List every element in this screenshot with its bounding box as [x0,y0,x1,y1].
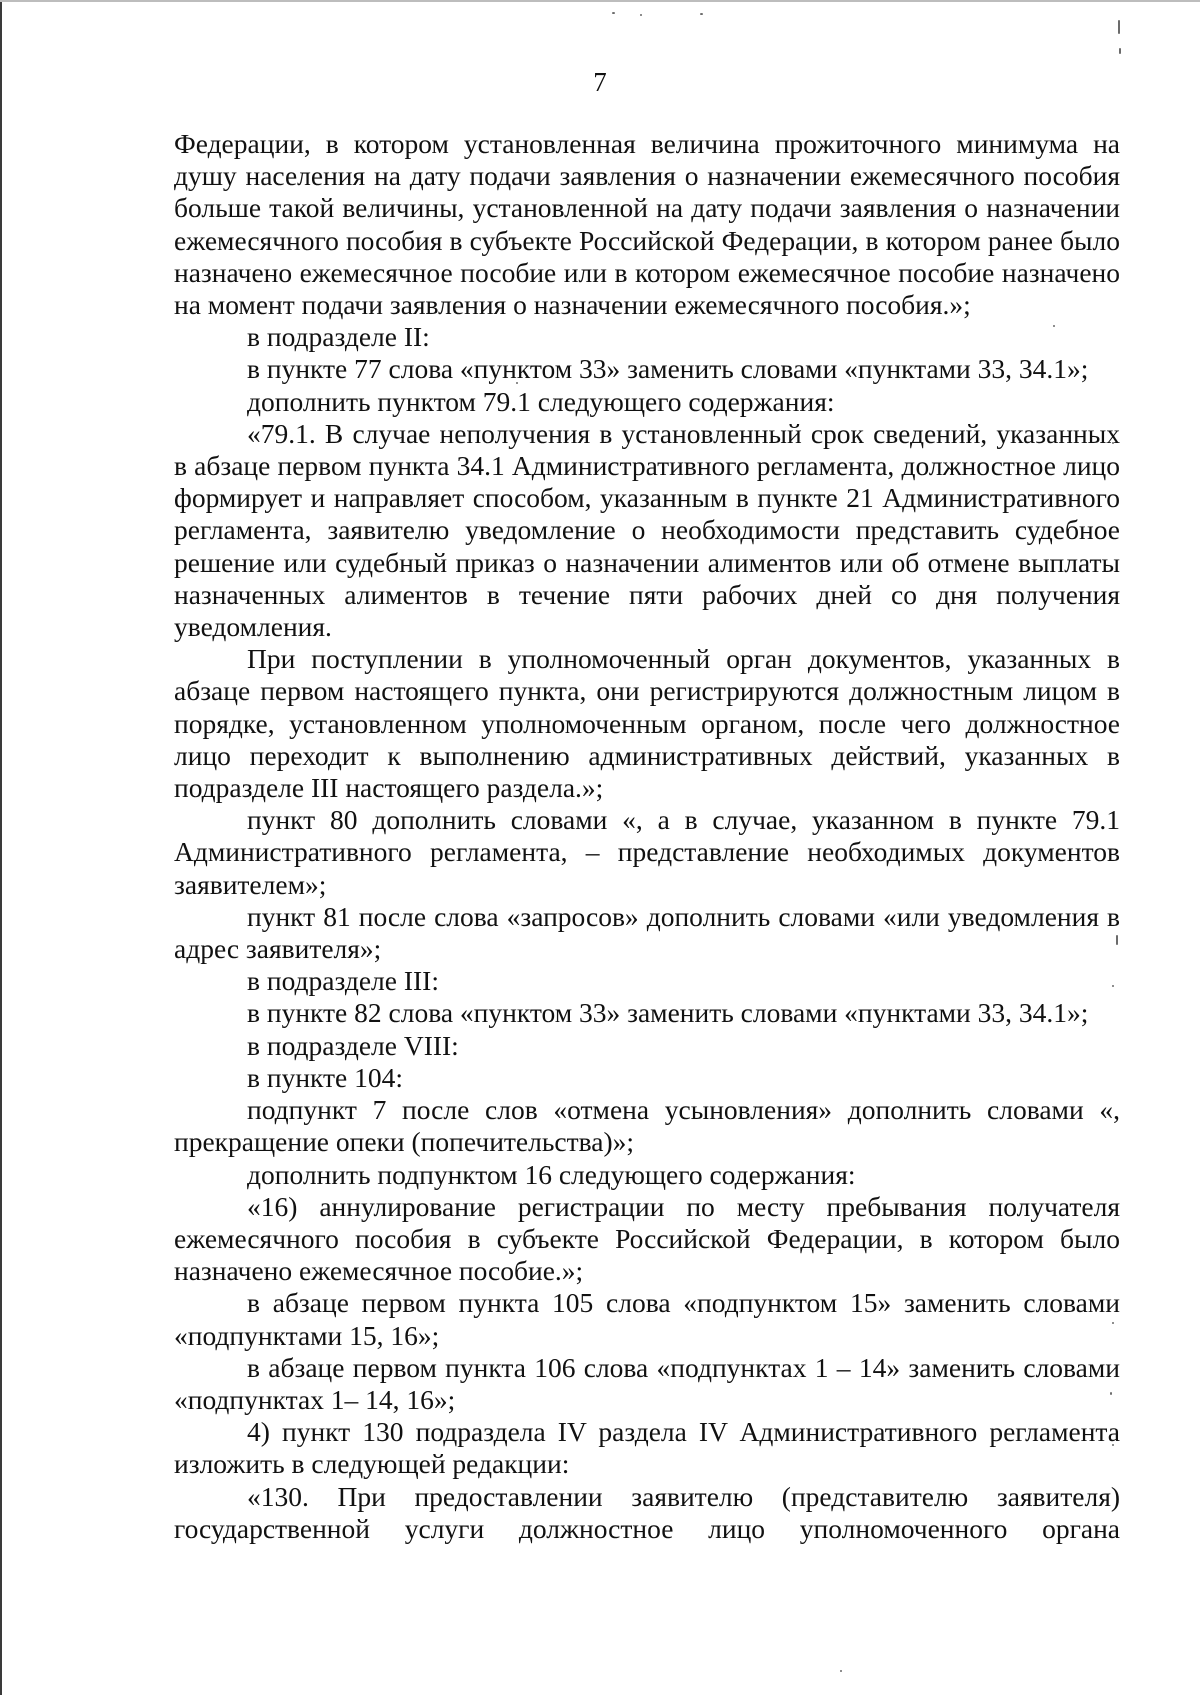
scan-speck [840,1670,842,1672]
page-number: 7 [593,67,607,97]
paragraph: в пункте 77 слова «пунктом 33» заменить словами «пунктами 33, 34.1»; [247,353,1089,385]
paragraph: в пункте 104: [247,1061,404,1093]
paragraph: «130. При предоставлении заявителю (представителю заявителя) государственной услуги должностное лицо уполномоченного органа [174,1480,1120,1544]
paragraph: При поступлении в уполномоченный орган документов, указанных в абзаце первом настоящего пункта, они регистрируются должностным лицом в порядке, установленном уполномоченным органом, после чего должностное лицо переходит к выполнению административных действий, указанных в подразделе III настоящего раздела.»; [174,643,1120,804]
scan-speck [640,14,642,16]
paragraph: 4) пункт 130 подраздела IV раздела IV Административного регламента изложить в следующей редакции: [174,1416,1120,1480]
paragraph: пункт 80 дополнить словами «, а в случае, указанном в пункте 79.1 Административного регламента, – представление необходимых документов заявителем»; [174,804,1120,900]
paragraph: в подразделе VIII: [247,1029,459,1061]
paragraph: в пункте 82 слова «пунктом 33» заменить словами «пунктами 33, 34.1»; [247,997,1089,1029]
paragraph: в абзаце первом пункта 106 слова «подпунктах 1 – 14» заменить словами «подпунктах 1– 14, 16»; [174,1351,1120,1415]
scan-left-edge [0,0,2,1695]
paragraph: дополнить подпунктом 16 следующего содержания: [247,1158,856,1190]
paragraph: пункт 81 после слова «запросов» дополнить словами «или уведомления в адрес заявителя»; [174,900,1120,965]
paragraph: Федерации, в котором установленная величина прожиточного минимума на душу населения на дату подачи заявления о назначении ежемесячного пособия больше такой величины, установленной на дату подачи заявления о назначении ежемесячного пособия в субъекте Российской Федерации, в котором ранее было назначено ежемесячное пособие или в котором ежемесячное пособие назначено на момент подачи заявления о назначении ежемесячного пособия.»; [174,128,1120,321]
paragraph: в абзаце первом пункта 105 слова «подпунктом 15» заменить словами «подпунктами 15, 16»; [174,1287,1120,1351]
scan-speck [1118,20,1120,34]
paragraph: в подразделе II: [247,321,430,353]
scan-speck [612,12,615,14]
paragraph: «79.1. В случае неполучения в установленный срок сведений, указанных в абзаце первом пункта 34.1 Административного регламента, должностное лицо формирует и направляет способом, указанным в пункте 21 Административного регламента, заявителю уведомление о необходимости представить судебное решение или судебный приказ о назначении алиментов или об отмене выплаты назначенных алиментов в течение пяти рабочих дней со дня получения уведомления. [174,417,1120,643]
paragraph: дополнить пунктом 79.1 следующего содержания: [247,385,835,417]
paragraph: «16) аннулирование регистрации по месту пребывания получателя ежемесячного пособия в субъекте Российской Федерации, в котором было назначено ежемесячное пособие.»; [174,1190,1120,1287]
paragraph: подпункт 7 после слов «отмена усыновления» дополнить словами «, прекращение опеки (попечительства)»; [174,1094,1120,1158]
scan-top-edge [0,0,1200,2]
scan-speck [700,13,703,15]
document-body [174,128,1120,1545]
scan-speck [1119,48,1121,54]
paragraph: в подразделе III: [247,965,439,997]
